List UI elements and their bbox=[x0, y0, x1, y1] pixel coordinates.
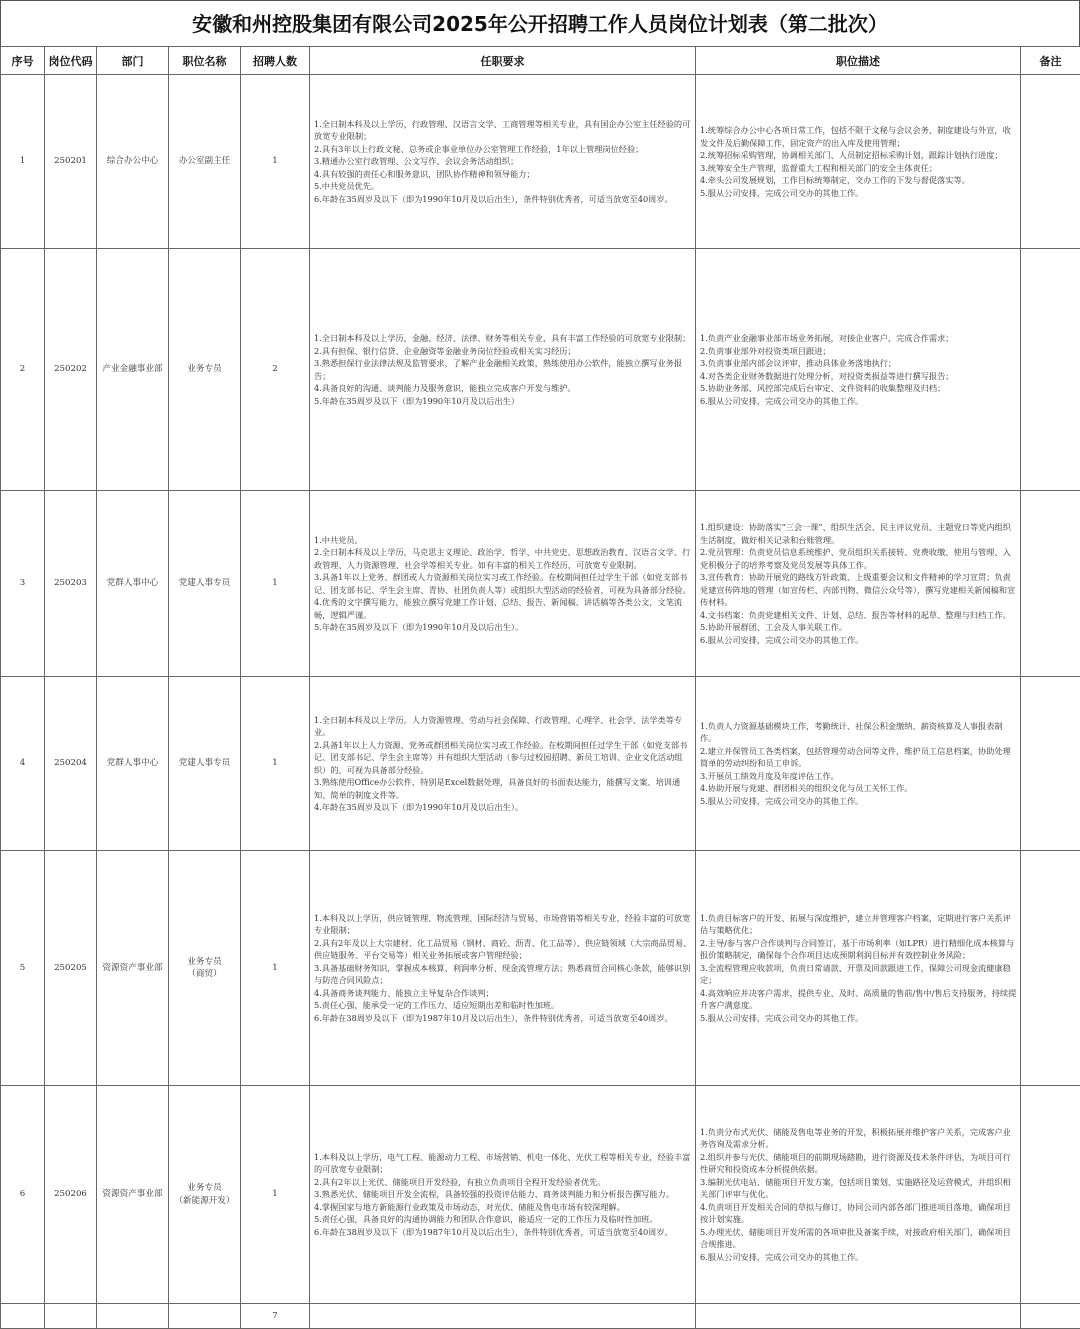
description-line: 6.服从公司安排，完成公司交办的其他工作。 bbox=[700, 634, 1017, 647]
total-requirements-cell bbox=[310, 1304, 696, 1329]
total-dept-cell bbox=[97, 1304, 169, 1329]
description-line: 5.服从公司安排，完成公司交办的其他工作。 bbox=[700, 795, 1017, 808]
description-line: 3.开展员工绩效月度及年度评估工作。 bbox=[700, 770, 1017, 783]
table-row bbox=[1, 851, 1080, 1086]
description-line: 1.负责目标客户的开发、拓展与深度维护，建立并管理客户档案，定期进行客户关系评估与策略优化； bbox=[700, 912, 1017, 937]
cell-description bbox=[696, 249, 1021, 491]
recruitment-table bbox=[0, 46, 1080, 1329]
cell-position bbox=[169, 677, 241, 851]
requirement-line: 1.全日制本科及以上学历，行政管理、汉语言文学、工商管理等相关专业，具有国企办公室主任经验的可放宽专业限制； bbox=[314, 118, 692, 143]
cell-count: 1 bbox=[241, 851, 310, 1086]
cell-no: 1 bbox=[1, 75, 45, 249]
description-line: 1.负责产业金融事业部市场业务拓展，对接企业客户，完成合作需求； bbox=[700, 332, 1017, 345]
cell-description bbox=[696, 851, 1021, 1086]
requirement-line: 4.具备商务谈判能力、能独立主导复杂合作谈判； bbox=[314, 987, 692, 1000]
description-line: 2.建立并保管员工各类档案，包括管理劳动合同等文件，维护员工信息档案，协助处理简单的劳动纠纷和员工申诉。 bbox=[700, 745, 1017, 770]
description-line: 2.主导/参与客户合作谈判与合同签订，基于市场利率（如LPR）进行精细化成本核算与报价策略制定，确保每个合作项目达成预期利润目标并有效控制业务风险； bbox=[700, 937, 1017, 962]
description-line: 2.党员管理：负责党员信息系统维护、党员组织关系接转、党费收缴、使用与管理、入党积极分子的培养考察及党员发展等具体工作。 bbox=[700, 546, 1017, 571]
cell-requirements bbox=[310, 1086, 696, 1304]
header-no: 序号 bbox=[1, 47, 45, 75]
cell-requirements bbox=[310, 851, 696, 1086]
description-line: 5.协助开展群团、工会及人事关联工作。 bbox=[700, 621, 1017, 634]
description-line: 5.服从公司安排，完成公司交办的其他工作。 bbox=[700, 1012, 1017, 1025]
cell-position bbox=[169, 1086, 241, 1304]
description-line: 2.统筹招标采购管理，协调相关部门、人员制定招标采购计划，跟踪计划执行进度； bbox=[700, 149, 1017, 162]
requirement-line: 2.具有担保、银行信贷、企业融资等金融业务岗位经验或相关实习经历； bbox=[314, 345, 692, 358]
description-line: 3.负责事业部内部会议评审，推动具体业务落地执行； bbox=[700, 357, 1017, 370]
cell-dept: 综合办公中心 bbox=[97, 75, 169, 249]
requirement-line: 1.全日制本科及以上学历。人力资源管理、劳动与社会保障、行政管理、心理学、社会学、法学类等专业。 bbox=[314, 714, 692, 739]
requirement-line: 3.熟练使用Office办公软件，特别是Excel数据处理，具备良好的书面表达能力，能撰写文案、培训通知、简单的制度文件等。 bbox=[314, 776, 692, 801]
cell-count: 1 bbox=[241, 75, 310, 249]
document-title: 安徽和州控股集团有限公司2025年公开招聘工作人员岗位计划表（第二批次） bbox=[0, 0, 1080, 46]
requirement-line: 3.熟悉光伏、储能项目开发全流程，具备较强的投资评估能力、商务谈判能力和分析报告撰写能力。 bbox=[314, 1188, 692, 1201]
requirement-line: 5.责任心强，能承受一定的工作压力，适应短期出差和临时性加班。 bbox=[314, 999, 692, 1012]
description-line: 1.组织建设：协助落实“三会一课”、组织生活会、民主评议党员、主题党日等党内组织生活制度，做好相关记录和台账管理。 bbox=[700, 521, 1017, 546]
cell-position bbox=[169, 491, 241, 677]
header-count: 招聘人数 bbox=[241, 47, 310, 75]
total-count: 7 bbox=[241, 1304, 310, 1329]
description-line: 3.宣传教育：协助开展党的路线方针政策、上级重要会议和文件精神的学习宣贯；负责党建宣传阵地的管理（如宣传栏、内部刊物、微信公众号等），撰写党建相关新闻稿和宣传材料。 bbox=[700, 571, 1017, 609]
description-line: 4.文书档案：负责党建相关文件、计划、总结、报告等材料的起草、整理与归档工作。 bbox=[700, 609, 1017, 622]
table-row bbox=[1, 491, 1080, 677]
cell-dept: 资源资产事业部 bbox=[97, 1086, 169, 1304]
description-line: 4.协助开展与党建、群团相关的组织文化与员工关怀工作。 bbox=[700, 782, 1017, 795]
table-row bbox=[1, 1086, 1080, 1304]
position-title: 业务专员 bbox=[173, 1182, 236, 1195]
cell-note bbox=[1021, 491, 1080, 677]
cell-requirements bbox=[310, 75, 696, 249]
description-line: 2.组织并参与光伏、储能项目的前期现场踏勘，进行资源及技术条件评估，为项目可行性研究和投资成本分析提供依据。 bbox=[700, 1151, 1017, 1176]
cell-count: 2 bbox=[241, 249, 310, 491]
requirement-line: 4.具备良好的沟通、谈判能力及服务意识，能独立完成客户开发与维护。 bbox=[314, 382, 692, 395]
header-note: 备注 bbox=[1021, 47, 1080, 75]
cell-no: 4 bbox=[1, 677, 45, 851]
requirement-line: 3.精通办公室行政管理、公文写作、会议会务活动组织； bbox=[314, 155, 692, 168]
cell-no: 6 bbox=[1, 1086, 45, 1304]
cell-dept: 资源资产事业部 bbox=[97, 851, 169, 1086]
requirement-line: 2.具有2年及以上大宗建材、化工品贸易（钢材、商砼、沥青、化工品等）、供应链领域（大宗商品贸易、供应链服务、平台交易等）相关业务拓展或客户管理经验； bbox=[314, 937, 692, 962]
header-dept: 部门 bbox=[97, 47, 169, 75]
description-line: 4.牵头公司发展规划，工作目标统筹制定，交办工作的下发与督促落实等。 bbox=[700, 174, 1017, 187]
cell-position bbox=[169, 249, 241, 491]
description-line: 4.对各类企业财务数据进行处理分析，对投资类损益等进行撰写报告； bbox=[700, 370, 1017, 383]
requirement-line: 5.中共党员优先。 bbox=[314, 180, 692, 193]
cell-code: 250204 bbox=[45, 677, 97, 851]
requirement-line: 5.年龄在35周岁及以下（即为1990年10月及以后出生）。 bbox=[314, 621, 692, 634]
cell-description bbox=[696, 677, 1021, 851]
table-header-row bbox=[1, 47, 1080, 75]
requirement-line: 3.熟悉担保行业法律法规及监管要求，了解产业金融相关政策，熟练使用办公软件，能独立撰写业务报告； bbox=[314, 357, 692, 382]
cell-note bbox=[1021, 75, 1080, 249]
cell-code: 250203 bbox=[45, 491, 97, 677]
cell-code: 250206 bbox=[45, 1086, 97, 1304]
header-position: 职位名称 bbox=[169, 47, 241, 75]
cell-count: 1 bbox=[241, 1086, 310, 1304]
requirement-line: 1.本科及以上学历，电气工程、能源动力工程、市场营销、机电一体化、光伏工程等相关专业，经验丰富的可放宽专业限制； bbox=[314, 1151, 692, 1176]
total-row bbox=[1, 1304, 1080, 1329]
requirement-line: 1.全日制本科及以上学历，金融、经济、法律、财务等相关专业，具有丰富工作经验的可放宽专业限制； bbox=[314, 332, 692, 345]
requirement-line: 2.具备1年以上人力资源、党务或群团相关岗位实习或工作经验。在校期间担任过学生干部（如党支部书记、团支部书记、学生会主席等）并有组织大型活动（参与过校园招聘、新员工培训、企业文化活动组织）的，可视为具备部分经验。 bbox=[314, 739, 692, 777]
position-subtitle: （新能源开发） bbox=[173, 1195, 236, 1208]
description-line: 1.负责人力资源基础模块工作，考勤统计、社保公积金缴纳、薪资核算及人事报表制作。 bbox=[700, 720, 1017, 745]
description-line: 3.编制光伏电站、储能项目开发方案，包括项目策划、实施路径及运营模式，并组织相关部门评审与优化。 bbox=[700, 1176, 1017, 1201]
cell-code: 250201 bbox=[45, 75, 97, 249]
cell-no: 3 bbox=[1, 491, 45, 677]
position-title: 业务专员 bbox=[173, 363, 236, 376]
cell-description bbox=[696, 75, 1021, 249]
header-requirements: 任职要求 bbox=[310, 47, 696, 75]
total-no-cell bbox=[1, 1304, 45, 1329]
requirement-line: 4.掌握国家与地方新能源行业政策及市场动态，对光伏、储能及售电市场有较深理解。 bbox=[314, 1201, 692, 1214]
table-row bbox=[1, 75, 1080, 249]
table-body bbox=[1, 75, 1080, 1329]
cell-no: 2 bbox=[1, 249, 45, 491]
requirement-line: 5.年龄在35周岁及以下（即为1990年10月及以后出生） bbox=[314, 395, 692, 408]
cell-note bbox=[1021, 677, 1080, 851]
cell-requirements bbox=[310, 249, 696, 491]
description-line: 2.负责事业部外对投资类项目跟进； bbox=[700, 345, 1017, 358]
total-note-cell bbox=[1021, 1304, 1080, 1329]
cell-count: 1 bbox=[241, 491, 310, 677]
cell-requirements bbox=[310, 491, 696, 677]
header-description: 职位描述 bbox=[696, 47, 1021, 75]
description-line: 5.办理光伏、储能项目开发所需的各项审批及备案手续，对接政府相关部门，确保项目合规推进。 bbox=[700, 1226, 1017, 1251]
description-line: 3.全流程管理应收款项，负责日常请款、开票及回款跟进工作，保障公司现金流健康稳定； bbox=[700, 962, 1017, 987]
requirement-line: 2.具有3年以上行政文秘、总务或企事业单位办公室管理工作经验，1年以上管理岗位经验； bbox=[314, 143, 692, 156]
requirement-line: 4.优秀的文字撰写能力，能独立撰写党建工作计划、总结、报告、新闻稿、讲话稿等各类公文，文笔流畅，逻辑严谨。 bbox=[314, 596, 692, 621]
total-description-cell bbox=[696, 1304, 1021, 1329]
cell-description bbox=[696, 1086, 1021, 1304]
description-line: 4.高效响应并决客户需求，提供专业、及时、高质量的售前/售中/售后支持服务，持续提升客户满意度。 bbox=[700, 987, 1017, 1012]
cell-dept: 产业金融事业部 bbox=[97, 249, 169, 491]
requirement-line: 4.具有较强的责任心和服务意识，团队协作精神和领导能力； bbox=[314, 168, 692, 181]
cell-dept: 党群人事中心 bbox=[97, 491, 169, 677]
requirement-line: 6.年龄在38周岁及以下（即为1987年10月及以后出生），条件特别优秀者，可适当放宽至40周岁。 bbox=[314, 1226, 692, 1239]
requirement-line: 2.具有2年以上光伏、储能项目开发经验，有独立负责项目全程开发经验者优先。 bbox=[314, 1176, 692, 1189]
requirement-line: 2.全日制本科及以上学历，马克思主义理论、政治学、哲学、中共党史、思想政治教育、汉语言文学、行政管理、人力资源管理、社会学等相关专业。如有丰富的相关工作经历，可放宽专业限制。 bbox=[314, 546, 692, 571]
total-position-cell bbox=[169, 1304, 241, 1329]
requirement-line: 3.具备1年以上党务、群团或人力资源相关岗位实习或工作经验。在校期间担任过学生干部（如党支部书记、团支部书记、学生会主席、青协、社团负责人等）或组织大型活动的经验者，可视为具备部分经验。 bbox=[314, 571, 692, 596]
description-line: 1.统筹综合办公中心各项日常工作，包括不限于文秘与会议会务，制度建设与外宣，收发文件及后勤保障工作，固定资产的出入库及使用管理； bbox=[700, 124, 1017, 149]
requirement-line: 5.责任心强，具备良好的沟通协调能力和团队合作意识，能适应一定的工作压力及临时性加班。 bbox=[314, 1213, 692, 1226]
table-row bbox=[1, 677, 1080, 851]
cell-description bbox=[696, 491, 1021, 677]
cell-count: 1 bbox=[241, 677, 310, 851]
description-line: 5.协助业务部、风控部完成后台审定、文件资料的收集整理及归档； bbox=[700, 382, 1017, 395]
description-line: 6.服从公司安排，完成公司交办的其他工作。 bbox=[700, 395, 1017, 408]
position-title: 党建人事专员 bbox=[173, 577, 236, 590]
cell-note bbox=[1021, 851, 1080, 1086]
description-line: 6.服从公司安排，完成公司交办的其他工作。 bbox=[700, 1251, 1017, 1264]
cell-note bbox=[1021, 1086, 1080, 1304]
requirement-line: 1.中共党员。 bbox=[314, 534, 692, 547]
description-line: 4.负责项目开发相关合同的草拟与修订，协同公司内部各部门推进项目落地，确保项目按计划实施。 bbox=[700, 1201, 1017, 1226]
total-code-cell bbox=[45, 1304, 97, 1329]
cell-no: 5 bbox=[1, 851, 45, 1086]
position-subtitle: （商贸） bbox=[173, 968, 236, 981]
cell-position bbox=[169, 851, 241, 1086]
requirement-line: 6.年龄在35周岁及以下（即为1990年10月及以后出生），条件特别优秀者，可适当放宽至40周岁。 bbox=[314, 193, 692, 206]
cell-dept: 党群人事中心 bbox=[97, 677, 169, 851]
cell-position bbox=[169, 75, 241, 249]
position-title: 办公室副主任 bbox=[173, 155, 236, 168]
requirement-line: 3.具备基础财务知识，掌握成本核算、利润率分析、现金流管理方法；熟悉商贸合同核心条款，能够识别与防范合同风险点； bbox=[314, 962, 692, 987]
description-line: 3.统筹安全生产管理，监督重大工程和相关部门的安全主体责任； bbox=[700, 162, 1017, 175]
position-title: 业务专员 bbox=[173, 956, 236, 969]
description-line: 1.负责分布式光伏、储能及售电等业务的开发，积极拓展并维护客户关系，完成客户业务咨询及需求分析。 bbox=[700, 1126, 1017, 1151]
requirement-line: 1.本科及以上学历，供应链管理、物流管理、国际经济与贸易、市场营销等相关专业，经验丰富的可放宽专业限制； bbox=[314, 912, 692, 937]
table-row bbox=[1, 249, 1080, 491]
requirement-line: 4.年龄在35周岁及以下（即为1990年10月及以后出生）。 bbox=[314, 801, 692, 814]
requirement-line: 6.年龄在38周岁及以下（即为1987年10月及以后出生），条件特别优秀者，可适当放宽至40周岁。 bbox=[314, 1012, 692, 1025]
description-line: 5.服从公司安排，完成公司交办的其他工作。 bbox=[700, 187, 1017, 200]
cell-code: 250202 bbox=[45, 249, 97, 491]
position-title: 党建人事专员 bbox=[173, 757, 236, 770]
cell-requirements bbox=[310, 677, 696, 851]
header-code: 岗位代码 bbox=[45, 47, 97, 75]
cell-note bbox=[1021, 249, 1080, 491]
cell-code: 250205 bbox=[45, 851, 97, 1086]
